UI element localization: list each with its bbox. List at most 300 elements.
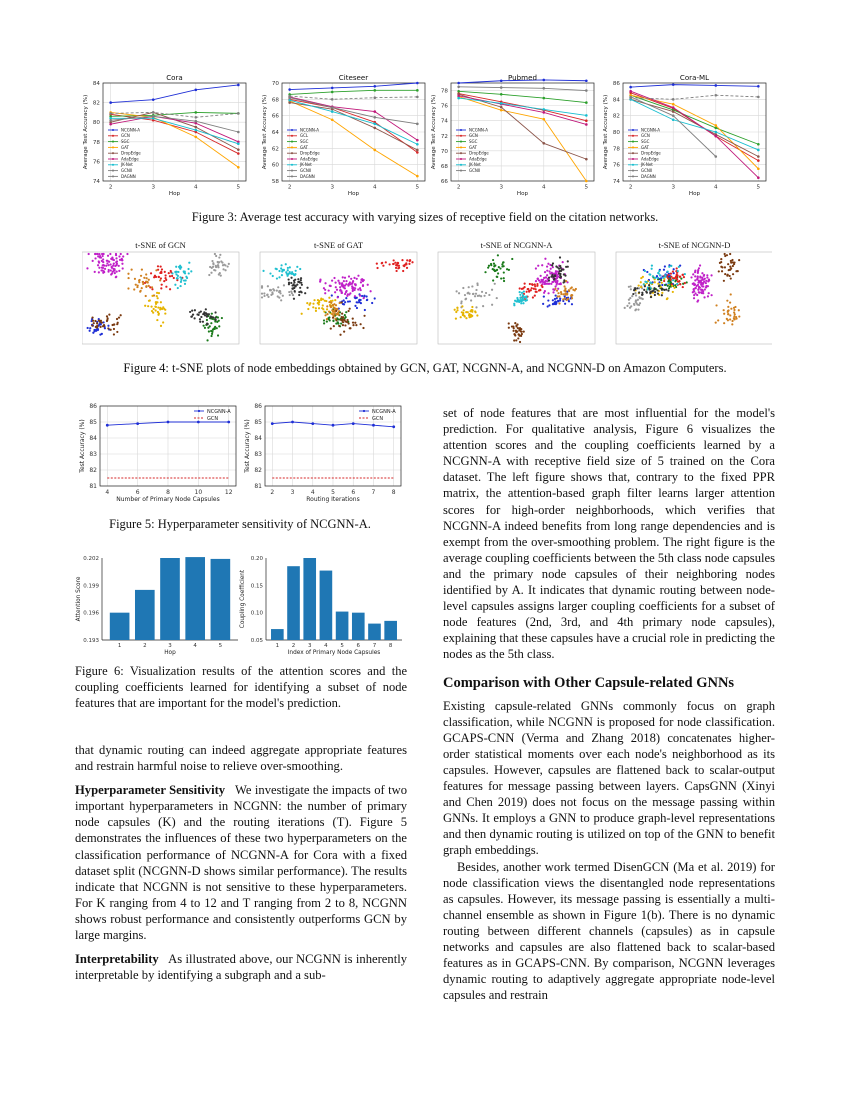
tsne-point [676, 283, 678, 285]
tsne-point [163, 308, 165, 310]
tsne-point [211, 260, 213, 262]
tsne-point [337, 296, 339, 298]
tsne-point [558, 302, 560, 304]
tsne-point [675, 277, 677, 279]
tsne-point [111, 266, 113, 268]
tsne-point [648, 284, 650, 286]
tsne-point [667, 277, 669, 279]
data-point [757, 85, 760, 88]
tsne-point [329, 285, 331, 287]
tsne-point [285, 263, 287, 265]
tsne-point [140, 275, 142, 277]
tsne-point [91, 324, 93, 326]
tsne-point [160, 325, 162, 327]
tsne-point [348, 275, 350, 277]
tsne-point [122, 255, 124, 257]
legend-label: NCGNN-A [469, 127, 488, 133]
tsne-point [360, 289, 362, 291]
tsne-point [517, 337, 519, 339]
tsne-point [562, 261, 564, 263]
tsne-point [562, 268, 564, 270]
tsne-point [158, 312, 160, 314]
x-tick-label: 4 [324, 643, 328, 649]
data-point [331, 118, 334, 121]
tsne-point [323, 322, 325, 324]
figure-4-tsne-plots [82, 238, 772, 348]
y-tick-label: 0.193 [83, 638, 99, 644]
tsne-point [706, 274, 708, 276]
tsne-point [715, 304, 717, 306]
tsne-point [228, 263, 230, 265]
tsne-point [145, 295, 147, 297]
tsne-point [217, 262, 219, 264]
tsne-point [481, 291, 483, 293]
tsne-point [344, 301, 346, 303]
tsne-point [107, 317, 109, 319]
series-line [290, 90, 418, 94]
series-line [290, 100, 418, 144]
tsne-point [657, 277, 659, 279]
y-tick-label: 0.202 [83, 556, 99, 562]
legend-marker [363, 410, 365, 412]
tsne-point [409, 260, 411, 262]
data-point [237, 166, 240, 169]
data-point [757, 176, 760, 179]
tsne-point [657, 283, 659, 285]
tsne-point [624, 307, 626, 309]
tsne-point [664, 284, 666, 286]
tsne-point [92, 320, 94, 322]
tsne-point [724, 266, 726, 268]
tsne-point [556, 271, 558, 273]
tsne-point [654, 281, 656, 283]
tsne-point [278, 270, 280, 272]
data-point [585, 158, 588, 161]
tsne-point [103, 271, 105, 273]
tsne-point [151, 288, 153, 290]
tsne-point [488, 265, 490, 267]
tsne-point [626, 305, 628, 307]
tsne-point [667, 274, 669, 276]
data-point [457, 95, 460, 98]
tsne-point [727, 310, 729, 312]
x-tick-label: 8 [388, 643, 393, 649]
tsne-point [724, 255, 726, 257]
y-tick-label: 78 [612, 146, 620, 153]
tsne-point [488, 294, 490, 296]
tsne-point [110, 329, 112, 331]
tsne-point [469, 316, 471, 318]
tsne-point [332, 317, 334, 319]
tsne-point [544, 258, 546, 260]
tsne-point [667, 271, 669, 273]
tsne-point [693, 297, 695, 299]
tsne-point [317, 299, 319, 301]
tsne-point [153, 308, 155, 310]
tsne-point [110, 258, 112, 260]
tsne-point [536, 291, 538, 293]
tsne-point [640, 286, 642, 288]
x-tick-label: 2 [628, 184, 633, 191]
tsne-point [191, 310, 193, 312]
tsne-point [694, 275, 696, 277]
tsne-point [151, 286, 153, 288]
tsne-point [160, 301, 162, 303]
tsne-point [729, 275, 731, 277]
legend-marker [291, 135, 293, 137]
tsne-point [339, 334, 341, 336]
data-point [585, 119, 588, 122]
tsne-point [672, 291, 674, 293]
data-point [714, 131, 717, 134]
tsne-point [639, 297, 641, 299]
tsne-point [366, 295, 368, 297]
data-point [542, 118, 545, 121]
bar [211, 559, 231, 640]
tsne-point [635, 299, 637, 301]
tsne-point [557, 288, 559, 290]
legend-marker [632, 141, 634, 143]
data-point [373, 123, 376, 126]
tsne-point [202, 313, 204, 315]
tsne-point [663, 280, 665, 282]
tsne-point [520, 335, 522, 337]
tsne-point [367, 284, 369, 286]
y-tick-label: 82 [254, 467, 262, 474]
tsne-point [520, 331, 522, 333]
tsne-point [550, 268, 552, 270]
legend-marker [112, 175, 114, 177]
data-point [457, 82, 460, 85]
tsne-point [654, 294, 656, 296]
tsne-point [179, 285, 181, 287]
hyperparameter-body: We investigate the impacts of two important hyperparameters in NCGNN: the number of primary node capsules (K) and the routing iterations (T). Figure 5 demonstrates the influences of these two hyperparameters on the classification performance of NCGNN-A for Cora with a fixed dataset split (NCGNN-D shows similar performance). The results indicate that NCGNN is not sensitive to these hyperparameters. For K ranging from 4 to 12 and T ranging from 2 to 8, NCGNN shows robust performance and consistently outperforms GCN by large margins. [75, 783, 407, 943]
tsne-point [162, 321, 164, 323]
tsne-point [680, 278, 682, 280]
tsne-point [737, 270, 739, 272]
tsne-point [637, 309, 639, 311]
y-axis-label: Average Test Accuracy (%) [431, 94, 437, 170]
data-point [757, 143, 760, 146]
data-point [585, 123, 588, 126]
data-point [629, 96, 632, 99]
tsne-point [554, 274, 556, 276]
x-axis-label: Index of Primary Node Capsules [287, 650, 381, 656]
tsne-point [523, 299, 525, 301]
data-point [757, 159, 760, 162]
legend-marker [632, 152, 634, 154]
tsne-point [323, 287, 325, 289]
tsne-point [189, 311, 191, 313]
tsne-point [97, 264, 99, 266]
tsne-point [512, 330, 514, 332]
tsne-point [212, 329, 214, 331]
data-point [197, 421, 200, 424]
tsne-point [735, 316, 737, 318]
tsne-point [291, 287, 293, 289]
y-tick-label: 0.10 [250, 610, 263, 617]
tsne-point [111, 324, 113, 326]
tsne-point [526, 291, 528, 293]
tsne-point [648, 287, 650, 289]
tsne-point [283, 284, 285, 286]
tsne-point [294, 290, 296, 292]
legend-label: GCNII [121, 168, 133, 173]
tsne-point [359, 295, 361, 297]
tsne-point [139, 291, 141, 293]
tsne-point [673, 268, 675, 270]
legend-label: JK-Net [641, 162, 653, 168]
tsne-point [299, 268, 301, 270]
tsne-point [559, 265, 561, 267]
tsne-point [335, 310, 337, 312]
tsne-point [118, 316, 120, 318]
tsne-point [295, 270, 297, 272]
x-tick-label: 4 [372, 184, 377, 191]
tsne-point [697, 284, 699, 286]
tsne-point [684, 273, 686, 275]
tsne-point [208, 330, 210, 332]
legend-marker [632, 175, 634, 177]
tsne-point [664, 265, 666, 267]
tsne-point [559, 299, 561, 301]
tsne-point [656, 289, 658, 291]
tsne-point [559, 270, 561, 272]
tsne-point [571, 297, 573, 299]
y-tick-label: 81 [254, 483, 262, 490]
tsne-point [212, 266, 214, 268]
legend-marker [112, 146, 114, 148]
tsne-point [287, 269, 289, 271]
tsne-point [697, 272, 699, 274]
tsne-point [148, 285, 150, 287]
tsne-point [477, 295, 479, 297]
tsne-point [190, 316, 192, 318]
legend-label: JK-Net [121, 162, 133, 168]
legend-label: AdaEdge [121, 156, 139, 162]
tsne-point [160, 287, 162, 289]
tsne-point [139, 279, 141, 281]
x-tick-label: 5 [236, 184, 241, 191]
data-point [288, 95, 291, 98]
x-tick-label: 5 [584, 184, 589, 191]
legend-marker [112, 129, 114, 131]
tsne-point [138, 281, 140, 283]
bar [352, 613, 365, 640]
tsne-point [723, 280, 725, 282]
tsne-point [540, 275, 542, 277]
tsne-point [465, 311, 467, 313]
tsne-point [491, 304, 493, 306]
tsne-point [352, 280, 354, 282]
tsne-point [110, 263, 112, 265]
tsne-point [211, 313, 213, 315]
tsne-point [312, 303, 314, 305]
tsne-point [357, 275, 359, 277]
x-tick-label: 4 [193, 184, 198, 191]
tsne-point [287, 267, 289, 269]
tsne-point [104, 268, 106, 270]
tsne-point [703, 296, 705, 298]
tsne-point [551, 264, 553, 266]
tsne-point [153, 294, 155, 296]
tsne-point [694, 292, 696, 294]
data-point [500, 86, 503, 89]
tsne-point [558, 295, 560, 297]
tsne-point [540, 281, 542, 283]
tsne-point [503, 277, 505, 279]
tsne-point [301, 284, 303, 286]
tsne-point [207, 323, 209, 325]
tsne-point [272, 275, 274, 277]
tsne-point [199, 321, 201, 323]
tsne-point [663, 289, 665, 291]
y-tick-label: 72 [440, 133, 448, 140]
tsne-point [328, 297, 330, 299]
figure-5 [72, 400, 408, 510]
tsne-point [547, 292, 549, 294]
tsne-point [356, 301, 358, 303]
legend-marker [112, 141, 114, 143]
y-tick-label: 60 [271, 162, 279, 169]
tsne-point [654, 291, 656, 293]
tsne-point [210, 335, 212, 337]
tsne-point [546, 265, 548, 267]
data-point [194, 116, 197, 119]
tsne-point [519, 297, 521, 299]
tsne-point [703, 274, 705, 276]
tsne-point [213, 269, 215, 271]
tsne-point [331, 300, 333, 302]
tsne-point [157, 306, 159, 308]
y-tick-label: 80 [612, 130, 620, 136]
tsne-point [183, 270, 185, 272]
tsne-point [634, 292, 636, 294]
tsne-point [127, 287, 129, 289]
tsne-point [293, 281, 295, 283]
tsne-point [164, 271, 166, 273]
tsne-point [476, 314, 478, 316]
tsne-point [262, 270, 264, 272]
tsne-point [288, 291, 290, 293]
interpretability-body: As illustrated above, our NCGNN is inherently interpretable by identifying a subgraph and a sub- [75, 952, 407, 983]
tsne-point [508, 327, 510, 329]
data-point [714, 94, 717, 97]
tsne-point [678, 280, 680, 282]
tsne-point [676, 267, 678, 269]
y-tick-label: 70 [440, 148, 448, 155]
legend-label: GCNII [641, 168, 653, 173]
legend-label: GCN [641, 133, 650, 139]
tsne-point [160, 277, 162, 279]
tsne-point [345, 311, 347, 313]
tsne-point [695, 287, 697, 289]
bar [287, 566, 300, 640]
tsne-point [658, 270, 660, 272]
tsne-point [141, 287, 143, 289]
tsne-point [515, 339, 517, 341]
legend-marker [291, 141, 293, 143]
tsne-point [321, 307, 323, 309]
tsne-point [288, 278, 290, 280]
data-point [757, 155, 760, 158]
bar-chart [240, 556, 402, 656]
tsne-point [497, 254, 499, 256]
tsne-point [221, 317, 223, 319]
tsne-point [491, 289, 493, 291]
tsne-point [165, 274, 167, 276]
data-point [672, 98, 675, 101]
tsne-point [206, 319, 208, 321]
tsne-point [346, 319, 348, 321]
tsne-point [362, 327, 364, 329]
y-tick-label: 83 [89, 451, 97, 458]
tsne-point [640, 277, 642, 279]
tsne-point [715, 322, 717, 324]
data-point [416, 175, 419, 178]
tsne-point [160, 265, 162, 267]
tsne-point [376, 263, 378, 265]
data-point [109, 101, 112, 104]
x-tick-label: 2 [291, 643, 296, 649]
y-tick-label: 86 [89, 403, 97, 410]
tsne-point [92, 260, 94, 262]
legend-label: GAT [641, 144, 649, 150]
data-point [672, 103, 675, 106]
tsne-point [102, 253, 104, 255]
tsne-point [291, 292, 293, 294]
tsne-point [146, 277, 148, 279]
tsne-point [180, 281, 182, 283]
tsne-point [219, 254, 221, 256]
tsne-point [374, 297, 376, 299]
x-tick-label: 3 [307, 643, 312, 649]
tsne-point [349, 281, 351, 283]
tsne-point [670, 279, 672, 281]
tsne-point [344, 277, 346, 279]
x-tick-label: 3 [671, 184, 676, 191]
tsne-point [724, 253, 726, 255]
data-point [457, 90, 460, 93]
tsne-point [530, 289, 532, 291]
data-point [457, 97, 460, 100]
data-point [416, 96, 419, 99]
y-tick-label: 66 [271, 113, 279, 120]
data-point [194, 136, 197, 139]
tsne-point [326, 320, 328, 322]
data-point [288, 88, 291, 91]
tsne-point [633, 289, 635, 291]
y-tick-label: 66 [440, 179, 448, 185]
legend-marker [198, 410, 200, 412]
tsne-point [635, 294, 637, 296]
figure-6 [72, 550, 408, 660]
legend-label: DAGNN [300, 173, 315, 179]
x-axis-label: Hop [516, 191, 529, 198]
data-point [629, 86, 632, 89]
tsne-point [175, 266, 177, 268]
tsne-point [353, 277, 355, 279]
data-point [109, 112, 112, 115]
tsne-point [738, 309, 740, 311]
tsne-point [502, 261, 504, 263]
tsne-point [408, 263, 410, 265]
tsne-point [165, 279, 167, 281]
tsne-point [522, 297, 524, 299]
tsne-point [326, 318, 328, 320]
tsne-point [682, 286, 684, 288]
tsne-point [342, 324, 344, 326]
